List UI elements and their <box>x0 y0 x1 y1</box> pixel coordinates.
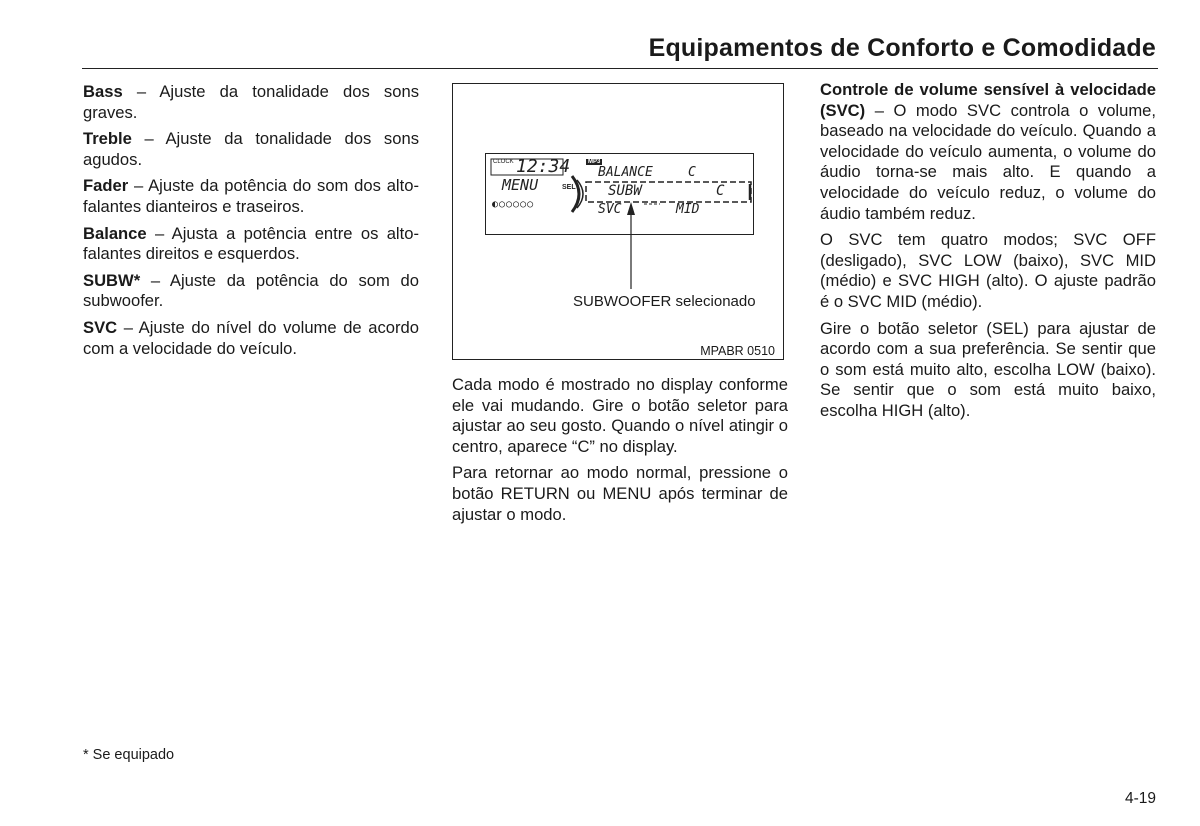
footnote: * Se equipado <box>83 747 175 763</box>
term-fader: Fader <box>83 176 129 196</box>
term-treble: Treble <box>83 129 132 149</box>
term-svc: SVC <box>83 317 118 337</box>
audio-display-illustration <box>485 153 754 235</box>
definition-bass: – Ajuste da tonalidade dos sons graves. <box>83 82 419 122</box>
subw-row-label: SUBW <box>608 183 642 199</box>
figure-box <box>452 83 784 360</box>
page-header-title: Equipamentos de Conforto e Comodidade <box>648 34 1156 62</box>
middle-paragraph-2: Para retornar ao modo normal, pressione o botão RETURN ou MENU após terminar de ajustar o modo. <box>452 463 788 524</box>
menu-label: MENU <box>502 176 539 194</box>
svc-intro-text: – O modo SVC controla o volume, baseado na velocidade do veículo. Quando a velocidade do veículo aumenta, o volume do áudio torna-se mais alto. E quando a velocidade do veículo reduz, o volume do áudio também reduz. <box>820 100 1156 223</box>
figure-code: MPABR 0510 <box>700 344 775 358</box>
definition-treble: – Ajuste da tonalidade dos sons agudos. <box>83 129 419 169</box>
paragraph-treble <box>83 129 419 170</box>
sel-label: SEL <box>562 184 576 191</box>
balance-row-label: BALANCE <box>598 165 653 180</box>
svc-row-value: MID <box>676 202 700 217</box>
right-column <box>820 80 1156 428</box>
level-indicator-dots: ◐○○○○○ <box>492 199 535 210</box>
definition-fader: – Ajuste da potência do som dos alto-falantes dianteiros e traseiros. <box>83 176 419 216</box>
mp3-badge: MP3 <box>588 159 601 165</box>
svc-modes-paragraph: O SVC tem quatro modos; SVC OFF (desligado), SVC LOW (baixo), SVC MID (médio) e SVC HIGH (alto). O ajuste padrão é o SVC MID (médio). <box>820 230 1156 311</box>
svc-adjust-paragraph: Gire o botão seletor (SEL) para ajustar de acordo com a sua preferência. Se sentir que o som está muito alto, escolha LOW (baixo). Se sentir que o som está muito baixo, escolha HIGH (alto). <box>820 318 1156 420</box>
balance-row-value: C <box>688 165 696 180</box>
paragraph-fader <box>83 176 419 217</box>
svc-intro-paragraph <box>820 80 1156 224</box>
paragraph-balance <box>83 224 419 265</box>
subw-row-value: C <box>716 183 725 199</box>
clock-time: 12:34 <box>516 156 571 177</box>
definition-balance: – Ajusta a potência entre os alto-falantes direitos e esquerdos. <box>83 223 419 264</box>
svc-row-label: SVC <box>598 202 622 217</box>
term-subw: SUBW* <box>83 270 141 290</box>
middle-column <box>452 375 788 531</box>
term-bass: Bass <box>83 82 123 101</box>
middle-paragraph-1: Cada modo é mostrado no display conforme ele vai mudando. Gire o botão seletor para ajustar ao seu gosto. Quando o nível atingir o centro, aparece “C” no display. <box>452 375 788 456</box>
left-column <box>83 82 419 365</box>
term-balance: Balance <box>83 223 147 243</box>
definition-subw: – Ajuste da potência do som do subwoofer. <box>83 270 419 311</box>
clock-label: CLOCK <box>493 159 514 165</box>
header-divider <box>82 68 1158 69</box>
paragraph-svc <box>83 318 419 359</box>
definition-svc: – Ajuste do nível do volume de acordo com a velocidade do veículo. <box>83 317 419 358</box>
callout-label: SUBWOOFER selecionado <box>573 293 756 310</box>
svc-heading: Controle de volume sensível à velocidade (SVC) <box>820 80 1156 120</box>
paragraph-subw <box>83 271 419 312</box>
paragraph-bass <box>83 82 419 123</box>
page-number: 4-19 <box>1124 790 1156 807</box>
